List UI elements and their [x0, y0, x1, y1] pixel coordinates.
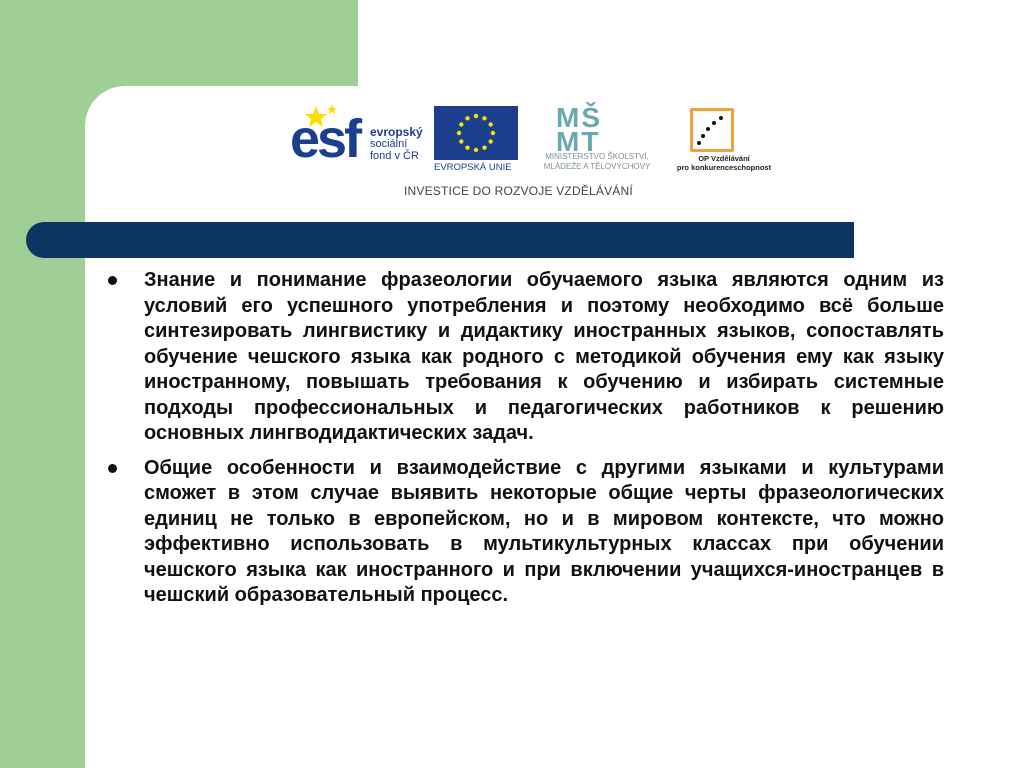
- msmt-mark: [556, 102, 602, 157]
- esf-caption-line1: evropský: [370, 125, 423, 139]
- bullet-list: [108, 268, 944, 618]
- msmt-caption: [526, 152, 668, 172]
- op-square-icon: [690, 108, 734, 152]
- esf-caption-line2: sociální: [370, 138, 408, 150]
- msmt-mark-top: MŠ: [556, 102, 602, 133]
- bullet-item-1: [108, 268, 944, 447]
- op-dots-icon: [693, 111, 731, 149]
- eu-star: [482, 116, 486, 120]
- esf-caption-line3: fond v ČR: [370, 150, 419, 162]
- op-logo: [676, 106, 772, 176]
- eu-star: [482, 146, 486, 150]
- eu-logo: [434, 104, 518, 174]
- op-caption-line1: OP Vzdělávání: [698, 154, 750, 163]
- eu-label: EVROPSKÁ UNIE: [434, 162, 512, 173]
- msmt-caption-line2: MLÁDEŽE A TĚLOVÝCHOVY: [543, 162, 651, 171]
- bullet-item-2: [108, 456, 944, 609]
- tagline: INVESTICE DO ROZVOJE VZDĚLÁVÁNÍ: [404, 184, 633, 198]
- esf-logo: [290, 104, 426, 174]
- esf-mark: esf: [290, 109, 360, 169]
- eu-star: [459, 122, 463, 126]
- eu-flag-icon: [434, 106, 518, 160]
- eu-star: [491, 131, 495, 135]
- eu-star: [489, 139, 493, 143]
- eu-star: [489, 122, 493, 126]
- eu-star: [474, 148, 478, 152]
- bullet-text-1: Знание и понимание фразеологии обучаемого языка являются одним из условий его успешного употребления и поэтому необходимо всё больше синтезировать лингвистику и дидактику иностранных языков, сопоставлять обучение чешского языка как родного с методикой обучения ему как языку иностранному, повышать требования к обучению и избирать системные подходы профессиональных и педагогических работников к решению основных лингводидактических задач.: [144, 269, 944, 444]
- msmt-logo: [526, 104, 662, 174]
- esf-caption: [370, 126, 423, 162]
- op-caption: [674, 154, 774, 172]
- bullet-dot-icon: [108, 464, 117, 473]
- eu-stars-icon: [434, 106, 518, 160]
- eu-star: [474, 114, 478, 118]
- op-caption-line2: pro konkurenceschopnost: [676, 163, 772, 172]
- logo-strip: [290, 104, 770, 204]
- msmt-caption-line1: MINISTERSTVO ŠKOLSTVÍ,: [545, 152, 649, 161]
- eu-star: [459, 139, 463, 143]
- eu-star: [465, 116, 469, 120]
- bullet-dot-icon: [108, 276, 117, 285]
- eu-star: [465, 146, 469, 150]
- eu-star: [457, 131, 461, 135]
- header-bar: [26, 222, 854, 258]
- msmt-mark-bottom: MT: [556, 126, 601, 157]
- bullet-text-2: Общие особенности и взаимодействие с другими языками и культурами сможет в этом случае выявить некоторые общие черты фразеологических единиц не только в европейском, но и в мировом контексте, что можно эффективно использовать в мультикультурных классах при обучении чешского языка как иностранного и при включении учащихся-иностранцев в чешский образовательный процесс.: [144, 456, 944, 606]
